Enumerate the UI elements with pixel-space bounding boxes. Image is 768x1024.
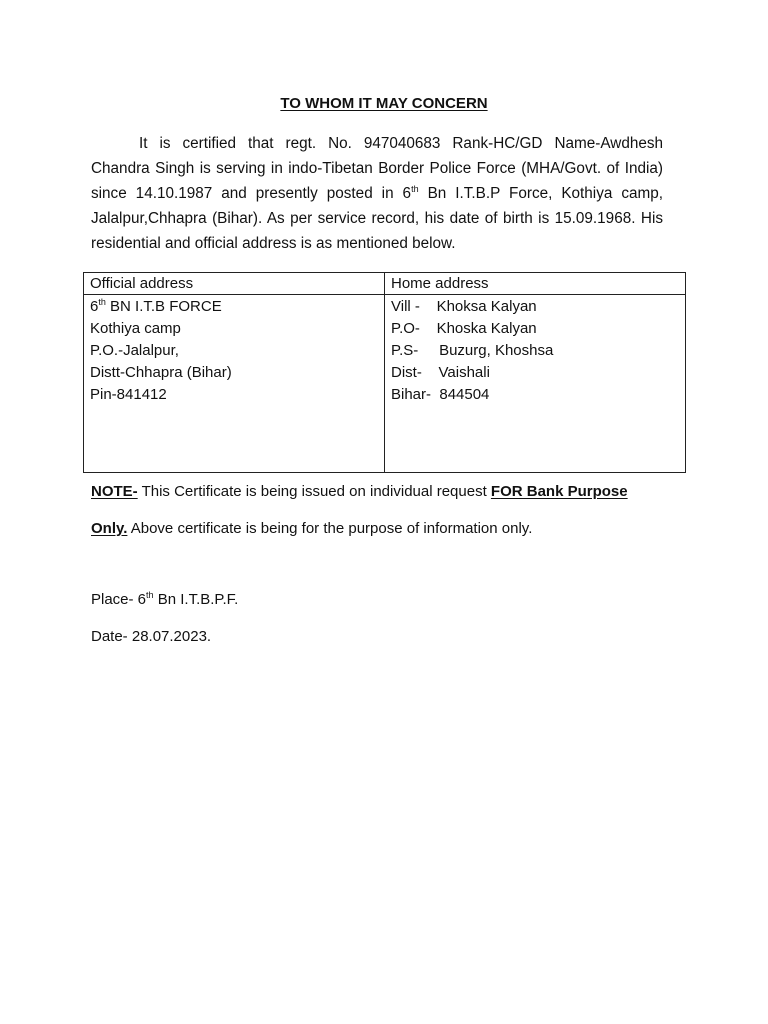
place-post: Bn I.T.B.P.F.: [153, 591, 239, 608]
home-address-line: Vill - Khoksa Kalyan: [391, 298, 537, 315]
home-address-header: Home address: [385, 273, 686, 295]
note-label: NOTE-: [91, 483, 138, 500]
place-pre: Place- 6: [91, 591, 147, 608]
official-address-line: Distt-Chhapra (Bihar): [90, 364, 232, 381]
official-address-line: Pin-841412: [90, 386, 167, 403]
body-superscript: th: [411, 184, 419, 194]
official-address-header: Official address: [84, 273, 385, 295]
official-line1-post: BN I.T.B FORCE: [105, 298, 222, 315]
address-table-content-row: [84, 295, 686, 473]
home-address-line: Dist- Vaishali: [391, 364, 490, 381]
address-table: [83, 272, 686, 473]
official-address-line: P.O.-Jalalpur,: [90, 342, 179, 359]
note-paragraph: [91, 473, 681, 547]
note-only: Only.: [91, 520, 128, 537]
body-text-part1: It is certified that regt. No. 947040683 Rank-HC/GD Name-Awdhesh Chandra Singh is serving in indo-Tibetan Border Police Force (MHA/Govt. of India) since 14.10.1987 and presently posted in 6: [91, 135, 663, 202]
note-text: This Certificate is being issued on individual request: [137, 483, 491, 500]
date-line: Date- 28.07.2023.: [91, 628, 212, 645]
home-address-line: Bihar- 844504: [391, 386, 490, 403]
body-text-part2: Bn I.T.B.P Force, Kothiya camp, Jalalpur,Chhapra (Bihar). As per service record, his date of birth is 15.09.1968. His residential and official address is as mentioned below.: [91, 185, 663, 252]
official-line1-pre: 6: [90, 298, 99, 315]
home-address-line: P.O- Khoska Kalyan: [391, 320, 537, 337]
place-sup: th: [146, 590, 154, 600]
official-address-line: Kothiya camp: [90, 320, 181, 337]
note-emphasis: FOR Bank Purpose: [490, 483, 628, 500]
official-line1-sup: th: [98, 297, 106, 307]
official-address-cell: [84, 295, 385, 473]
official-address-line: [90, 296, 378, 318]
place-line: [91, 590, 238, 610]
note-rest: Above certificate is being for the purpose of information only.: [127, 520, 533, 537]
document-title: TO WHOM IT MAY CONCERN: [280, 95, 488, 112]
address-table-header-row: [84, 273, 686, 295]
certificate-body: [91, 131, 663, 256]
home-address-line: P.S- Buzurg, Khoshsa: [391, 342, 554, 359]
home-address-cell: [385, 295, 686, 473]
